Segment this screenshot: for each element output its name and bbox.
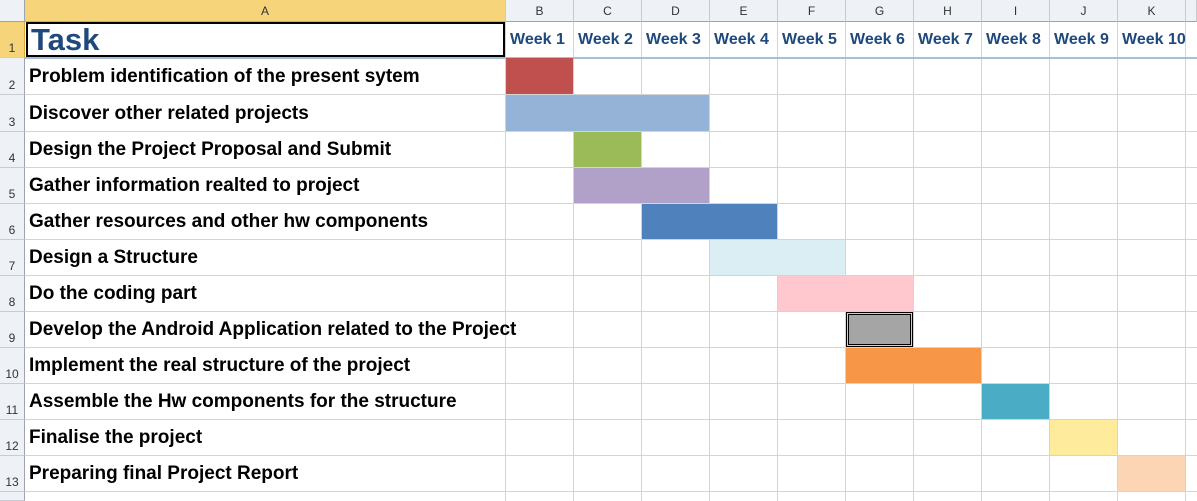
- gantt-bar[interactable]: [574, 132, 641, 167]
- task-label[interactable]: Finalise the project: [29, 427, 203, 448]
- select-all-corner[interactable]: [0, 0, 25, 22]
- row-header-7[interactable]: 7: [0, 240, 25, 276]
- cell-a1-task-title[interactable]: Task: [26, 22, 505, 57]
- row-header-2[interactable]: 2: [0, 58, 25, 95]
- gantt-bar[interactable]: [574, 168, 709, 203]
- row-header-3[interactable]: 3: [0, 95, 25, 132]
- row-header-10[interactable]: 10: [0, 348, 25, 384]
- column-header-g[interactable]: G: [846, 0, 914, 22]
- gantt-bar[interactable]: [846, 312, 913, 347]
- column-header-d[interactable]: D: [642, 0, 710, 22]
- column-header-c[interactable]: C: [574, 0, 642, 22]
- task-label[interactable]: Design the Project Proposal and Submit: [29, 139, 392, 160]
- column-header-e[interactable]: E: [710, 0, 778, 22]
- week-header-1[interactable]: Week 1: [510, 31, 565, 48]
- gantt-bar[interactable]: [1050, 420, 1117, 455]
- row-header-4[interactable]: 4: [0, 132, 25, 168]
- gantt-bar[interactable]: [506, 95, 709, 131]
- gantt-bar[interactable]: [778, 276, 913, 311]
- column-header-j[interactable]: J: [1050, 0, 1118, 22]
- column-header-i[interactable]: I: [982, 0, 1050, 22]
- column-header-a[interactable]: A: [25, 0, 506, 22]
- task-label[interactable]: Gather resources and other hw components: [29, 211, 429, 232]
- gantt-bar[interactable]: [710, 240, 845, 275]
- column-header-b[interactable]: B: [506, 0, 574, 22]
- gantt-bar[interactable]: [1118, 456, 1185, 491]
- gantt-bar[interactable]: [506, 58, 573, 94]
- week-header-10[interactable]: Week 10: [1122, 31, 1186, 48]
- row-header-filler: [0, 492, 25, 501]
- gridline-horizontal: [25, 275, 1197, 276]
- column-header-f[interactable]: F: [778, 0, 846, 22]
- week-header-8[interactable]: Week 8: [986, 31, 1041, 48]
- week-header-5[interactable]: Week 5: [782, 31, 837, 48]
- task-label[interactable]: Problem identification of the present sytem: [29, 65, 420, 87]
- task-label[interactable]: Implement the real structure of the project: [29, 355, 411, 376]
- row-header-5[interactable]: 5: [0, 168, 25, 204]
- task-label[interactable]: Gather information realted to project: [29, 175, 360, 196]
- task-label[interactable]: Assemble the Hw components for the structure: [29, 391, 457, 412]
- gantt-bar[interactable]: [982, 384, 1049, 419]
- week-header-3[interactable]: Week 3: [646, 31, 701, 48]
- row-header-12[interactable]: 12: [0, 420, 25, 456]
- row-header-6[interactable]: 6: [0, 204, 25, 240]
- task-label[interactable]: Discover other related projects: [29, 102, 309, 124]
- column-header-k[interactable]: K: [1118, 0, 1186, 22]
- column-header-h[interactable]: H: [914, 0, 982, 22]
- row-header-1[interactable]: 1: [0, 22, 25, 58]
- task-label[interactable]: Do the coding part: [29, 283, 197, 304]
- task-label[interactable]: Design a Structure: [29, 247, 198, 268]
- row-header-9[interactable]: 9: [0, 312, 25, 348]
- row-header-13[interactable]: 13: [0, 456, 25, 492]
- task-label[interactable]: Develop the Android Application related to the Project: [29, 319, 517, 340]
- week-header-9[interactable]: Week 9: [1054, 31, 1109, 48]
- row-header-11[interactable]: 11: [0, 384, 25, 420]
- week-header-2[interactable]: Week 2: [578, 31, 633, 48]
- task-label[interactable]: Preparing final Project Report: [29, 463, 299, 484]
- week-header-6[interactable]: Week 6: [850, 31, 905, 48]
- gantt-bar[interactable]: [846, 348, 981, 383]
- week-header-7[interactable]: Week 7: [918, 31, 973, 48]
- gantt-bar[interactable]: [642, 204, 777, 239]
- week-header-4[interactable]: Week 4: [714, 31, 769, 48]
- column-header-filler: [1186, 0, 1197, 22]
- row-header-8[interactable]: 8: [0, 276, 25, 312]
